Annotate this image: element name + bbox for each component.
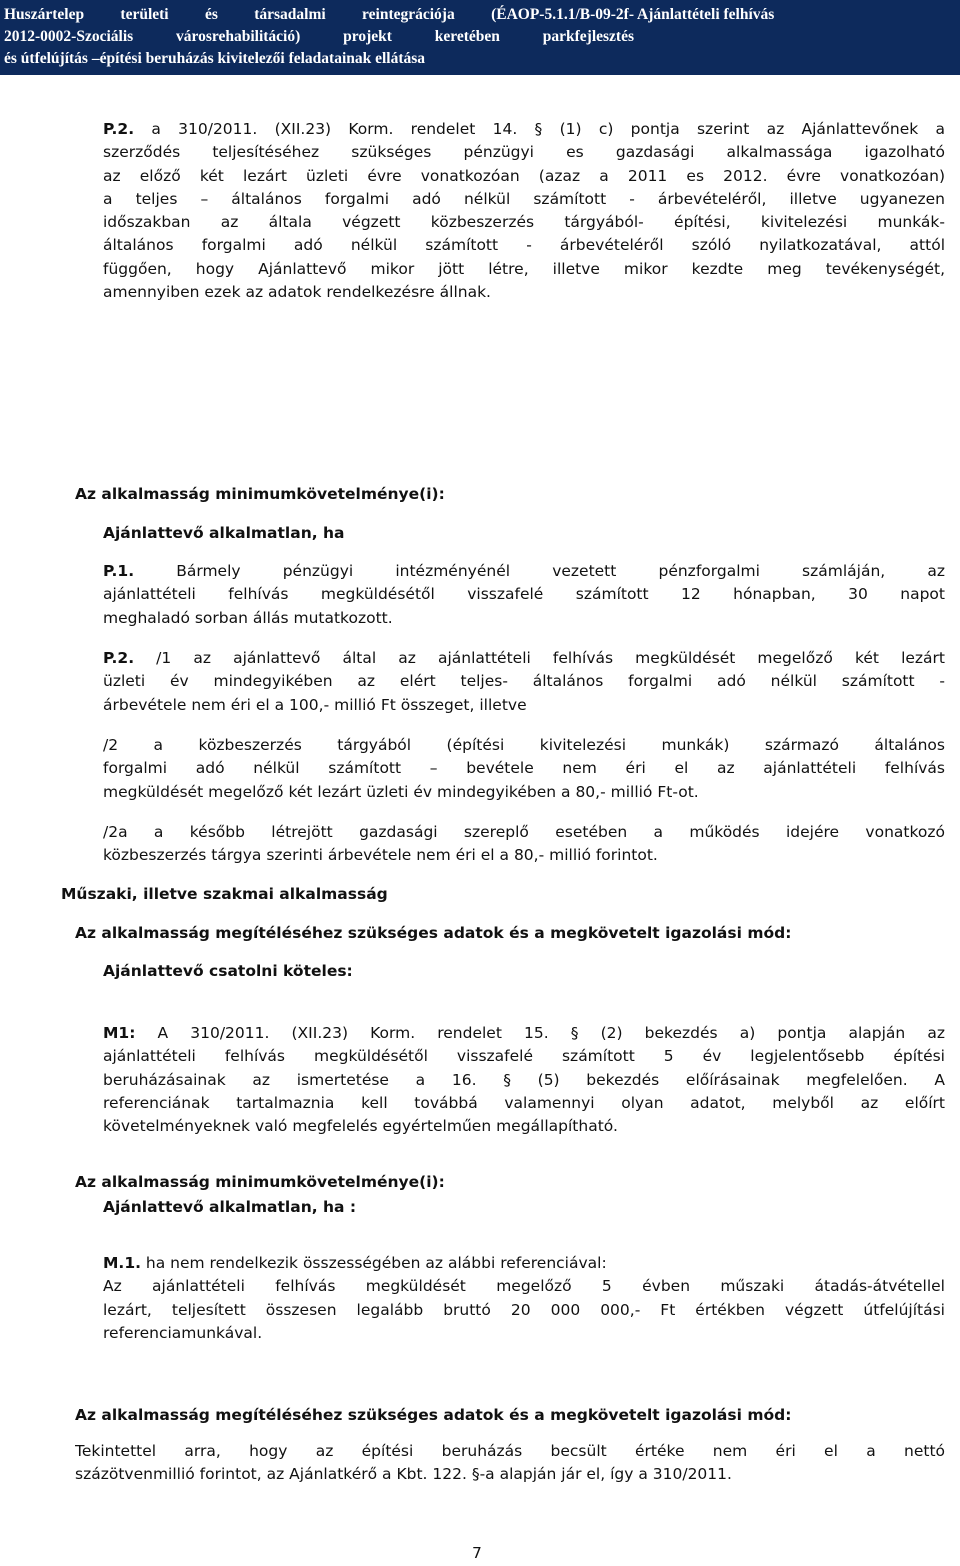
header-title-line: és útfelújítás –építési beruházás kivitelezői feladatainak ellátása xyxy=(4,50,426,67)
paragraph-text: amennyiben ezek az adatok rendelkezésre állnak. xyxy=(103,283,491,302)
p2-label: P.2. xyxy=(103,649,135,667)
paragraph-text: /1 az ajánlattevő által az ajánlattételi felhívás megküldését megelőző két lezárt xyxy=(134,649,945,667)
paragraph-text: referenciának tartalmaznia kell továbbá valamennyi olyan adatot, melyből az előírt xyxy=(103,1093,945,1112)
p1-label: P.1. xyxy=(103,562,135,580)
paragraph-text: közbeszerzés tárgya szerinti árbevétele nem éri el a 80,- millió forintot. xyxy=(103,846,658,865)
p2-sub2a-paragraph xyxy=(103,821,945,868)
assessment-paragraph xyxy=(75,1440,945,1487)
assessment-heading: Az alkalmasság megítéléséhez szükséges adatok és a megkövetelt igazolási mód: xyxy=(75,924,792,942)
unsuitable-if-heading: Ajánlattevő alkalmatlan, ha : xyxy=(103,1198,357,1216)
paragraph-text: ajánlattételi felhívás megküldésétől visszafelé számított 12 hónapban, 30 napot xyxy=(103,585,945,604)
document-header xyxy=(0,0,960,75)
header-title-line: 2012-0002-Szociális városrehabilitáció) projekt keretében parkfejlesztés xyxy=(4,28,634,45)
paragraph-text: a teljes – általános forgalmi adó nélkül számított - árbevételéről, illetve ugyanezen xyxy=(103,189,945,208)
m1-requirement-label: M.1. xyxy=(103,1254,141,1272)
m1-paragraph xyxy=(103,1022,945,1138)
paragraph-text: lezárt, teljesített összesen legalább bruttó 20 000 000,- Ft értékben végzett útfelújítási xyxy=(103,1300,945,1319)
paragraph-text: beruházásainak az ismertetése a 16. § (5) bekezdés előírásainak megfelelően. A xyxy=(103,1070,945,1089)
assessment-heading: Az alkalmasság megítéléséhez szükséges adatok és a megkövetelt igazolási mód: xyxy=(75,1406,792,1424)
m1-requirement-paragraph xyxy=(103,1252,945,1345)
m1-label: M1: xyxy=(103,1024,136,1042)
paragraph-text: időszakban az általa végzett közbeszerzés tárgyából- építési, kivitelezési munkák- xyxy=(103,213,945,232)
paragraph-text: függően, hogy Ajánlattevő mikor jött létre, illetve mikor kezdte meg tevékenységét, xyxy=(103,259,945,278)
paragraph-text: /2a a később létrejött gazdasági szereplő esetében a működés idejére vonatkozó xyxy=(103,823,945,841)
p2-intro-label: P.2. xyxy=(103,120,135,138)
paragraph-text: szerződés teljesítéséhez szükséges pénzügyi es gazdasági alkalmassága igazolható xyxy=(103,143,945,162)
unsuitable-if-heading: Ajánlattevő alkalmatlan, ha xyxy=(103,524,345,542)
p2-intro-paragraph xyxy=(103,118,945,304)
paragraph-text: forgalmi adó nélkül számított – bevétele nem éri el az ajánlattételi felhívás xyxy=(103,759,945,778)
header-title-line: Huszártelep területi és társadalmi reintegrációja (ÉAOP-5.1.1/B-09-2f- xyxy=(4,6,634,23)
must-attach-heading: Ajánlattevő csatolni köteles: xyxy=(103,962,353,980)
paragraph-text: az előző két lezárt üzleti évre vonatkozóan (azaz a 2011 es 2012. évre vonatkozóan) xyxy=(103,166,945,185)
header-project-title xyxy=(4,4,634,70)
min-requirements-heading: Az alkalmasság minimumkövetelménye(i): xyxy=(75,1173,445,1191)
paragraph-text: /2 a közbeszerzés tárgyából (építési kivitelezési munkák) származó általános xyxy=(103,736,945,754)
paragraph-text: százötvenmillió forintot, az Ajánlatkérő a Kbt. 122. §-a alapján jár el, így a 310/2011. xyxy=(75,1465,732,1484)
paragraph-text: Bármely pénzügyi intézményénél vezetett pénzforgalmi számláján, az xyxy=(134,562,945,580)
page-number: 7 xyxy=(472,1544,482,1562)
header-document-type: Ajánlattételi felhívás xyxy=(637,6,775,23)
p2-sub2-paragraph xyxy=(103,734,945,804)
paragraph-text: követelményeknek való megfelelés egyértelműen megállapítható. xyxy=(103,1117,618,1136)
min-requirements-heading: Az alkalmasság minimumkövetelménye(i): xyxy=(75,485,445,503)
p2-paragraph xyxy=(103,647,945,717)
paragraph-text: üzleti év mindegyikében az elért teljes- általános forgalmi adó nélkül számított - xyxy=(103,672,945,691)
paragraph-text: ha nem rendelkezik összességében az alábbi referenciával: xyxy=(141,1254,607,1272)
paragraph-text: megküldését megelőző két lezárt üzleti év mindegyikében a 80,- millió Ft-ot. xyxy=(103,782,699,801)
paragraph-text: általános forgalmi adó nélkül számított - árbevételéről szóló nyilatkozatával, attól xyxy=(103,236,945,255)
paragraph-text: a 310/2011. (XII.23) Korm. rendelet 14. § (1) c) pontja szerint az Ajánlattevőnek a xyxy=(134,120,945,138)
paragraph-text: referenciamunkával. xyxy=(103,1323,263,1342)
technical-section-title: Műszaki, illetve szakmai alkalmasság xyxy=(61,885,388,903)
paragraph-text: Az ajánlattételi felhívás megküldését megelőző 5 évben műszaki átadás-átvétellel xyxy=(103,1277,945,1296)
paragraph-text: árbevétele nem éri el a 100,- millió Ft összeget, illetve xyxy=(103,695,527,714)
paragraph-text: A 310/2011. (XII.23) Korm. rendelet 15. § (2) bekezdés a) pontja alapján az xyxy=(135,1024,945,1042)
paragraph-text: Tekintettel arra, hogy az építési beruházás becsült értéke nem éri el a nettó xyxy=(75,1442,945,1460)
paragraph-text: ajánlattételi felhívás megküldésétől visszafelé számított 5 év legjelentősebb építési xyxy=(103,1047,945,1066)
p1-paragraph xyxy=(103,560,945,630)
paragraph-text: meghaladó sorban állás mutatkozott. xyxy=(103,608,393,627)
